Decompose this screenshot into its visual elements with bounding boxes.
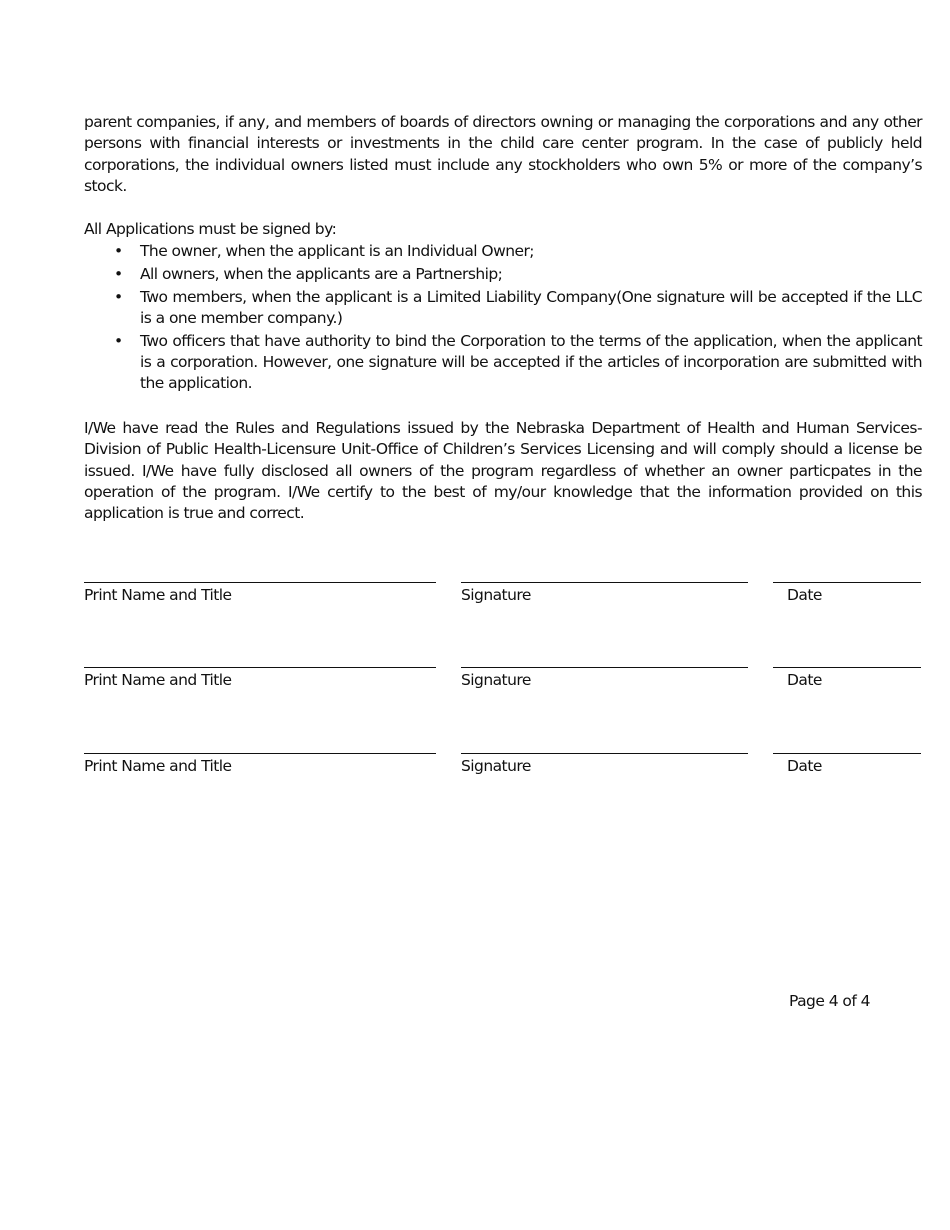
signature-block — [84, 568, 924, 612]
intro-paragraph: parent companies, if any, and members of boards of directors owning or managing the corporations and any other persons with financial interests or investments in the child care center program. In the case of publicly held corporations, the individual owners listed must include any stockholders who own 5% or more of the company’s stock. — [84, 113, 922, 195]
certification-paragraph: I/We have read the Rules and Regulations issued by the Nebraska Department of Health and Human Services-Division of Public Health-Licensure Unit-Office of Children’s Services Licensing and will comply should a license be issued. I/We have fully disclosed all owners of the program regardless of whether an owner particpates in the operation of the program. I/We certify to the best of my/our knowledge that the information provided on this application is true and correct. — [84, 419, 922, 523]
signature-line[interactable] — [461, 582, 748, 583]
list-item — [84, 241, 922, 262]
name-title-label: Print Name and Title — [84, 671, 232, 689]
signature-label: Signature — [461, 757, 531, 775]
name-title-line[interactable] — [84, 582, 436, 583]
signature-label: Signature — [461, 671, 531, 689]
list-item — [84, 287, 922, 330]
signing-requirements-list — [84, 241, 922, 396]
date-label: Date — [787, 757, 822, 775]
list-item — [84, 331, 922, 395]
date-line[interactable] — [773, 582, 921, 583]
list-item-text: Two officers that have authority to bind the Corporation to the terms of the application, when the applicant is a corporation. However, one signature will be accepted if the articles of incorporation are submitted with the application. — [140, 331, 922, 393]
date-label: Date — [787, 586, 822, 604]
date-line[interactable] — [773, 753, 921, 754]
list-item-text: All owners, when the applicants are a Partnership; — [140, 264, 503, 283]
bullet-icon: • — [114, 264, 123, 283]
name-title-line[interactable] — [84, 667, 436, 668]
bullet-icon: • — [114, 287, 123, 306]
list-item — [84, 264, 922, 285]
name-title-label: Print Name and Title — [84, 586, 232, 604]
signature-line[interactable] — [461, 753, 748, 754]
list-item-text: Two members, when the applicant is a Limited Liability Company(One signature will be accepted if the LLC is a one member company.) — [140, 287, 922, 327]
signature-block — [84, 653, 924, 697]
name-title-label: Print Name and Title — [84, 757, 232, 775]
bullet-icon: • — [114, 331, 123, 350]
page-number: Page 4 of 4 — [789, 992, 870, 1010]
name-title-line[interactable] — [84, 753, 436, 754]
signature-label: Signature — [461, 586, 531, 604]
date-line[interactable] — [773, 667, 921, 668]
date-label: Date — [787, 671, 822, 689]
signature-line[interactable] — [461, 667, 748, 668]
bullet-icon: • — [114, 242, 123, 260]
list-item-text: The owner, when the applicant is an Individual Owner; — [140, 242, 534, 260]
signing-heading: All Applications must be signed by: — [84, 220, 337, 238]
signature-block — [84, 739, 924, 783]
